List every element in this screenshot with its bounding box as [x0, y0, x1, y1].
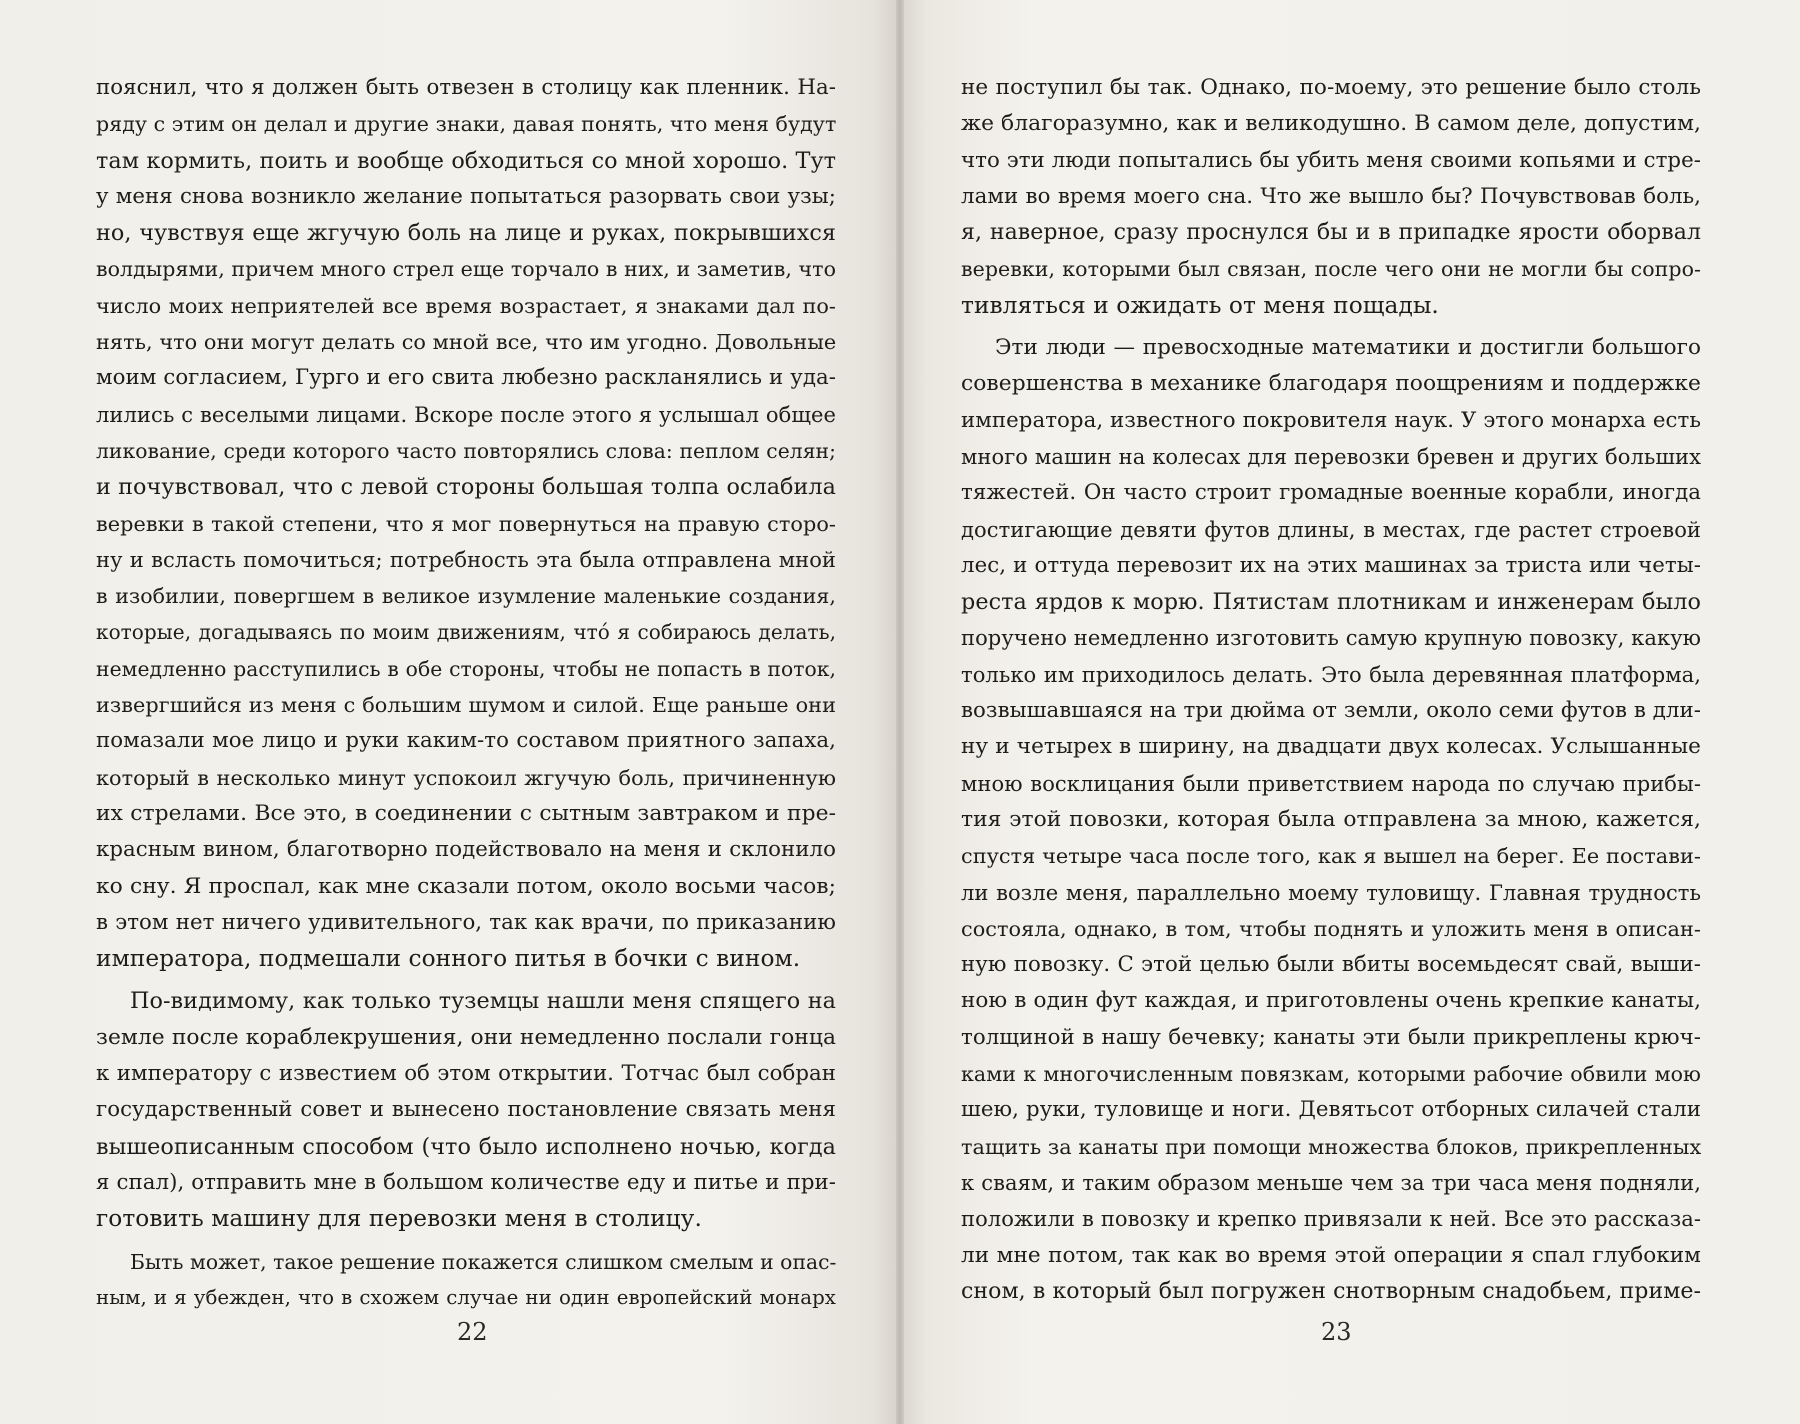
- text-line: же благоразумно, как и великодушно. В самом деле, допустим,: [961, 111, 1701, 137]
- text-line: я, наверное, сразу проснулся бы и в припадке ярости оборвал: [961, 220, 1701, 246]
- text-line: тия этой повозки, которая была отправлена за мною, кажется,: [961, 806, 1701, 832]
- text-line: толщиной в нашу бечевку; канаты эти были прикреплены крюч-: [961, 1024, 1701, 1050]
- text-line: сном, в который был погружен снотворным снадобьем, приме-: [961, 1278, 1701, 1304]
- text-line: тивляться и ожидать от меня пощады.: [961, 291, 1439, 319]
- text-line: ли возле меня, параллельно моему туловищу. Главная трудность: [961, 879, 1701, 905]
- text-line: реста ярдов к морю. Пятистам плотникам и инженерам было: [961, 589, 1701, 616]
- text-line: императора, подмешали сонного питья в бочки с вином.: [96, 945, 801, 973]
- text-line: лились с веселыми лицами. Вскоре после этого я услышал общее: [96, 401, 836, 427]
- book-gutter: [896, 0, 904, 1424]
- text-line: но, чувствуя еще жгучую боль на лице и руках, покрывшихся: [96, 220, 836, 247]
- text-line: которые, догадываясь по моим движениям, чтó я собираюсь делать,: [96, 620, 836, 645]
- text-line: мною восклицания были приветствием народа по случаю прибы-: [961, 770, 1701, 796]
- text-line: я спал), отправить мне в большом количестве еду и питье и при-: [96, 1169, 836, 1195]
- text-line: моим согласием, Гурго и его свита любезно раскланялись и уда-: [96, 365, 836, 391]
- right-page-text: [961, 70, 1701, 1310]
- text-line: ною в один фут каждая, и приготовлены очень крепкие канаты,: [961, 988, 1701, 1014]
- text-line: шею, руки, туловище и ноги. Девятьсот отборных силачей стали: [961, 1097, 1701, 1123]
- text-line: По-видимому, как только туземцы нашли меня спящего на: [130, 988, 836, 1015]
- page-number: 23: [1321, 1318, 1352, 1346]
- text-line: у меня снова возникло желание попытаться разорвать свои узы;: [96, 183, 836, 209]
- text-line: возвышавшаяся на три дюйма от земли, около семи футов в дли-: [961, 698, 1701, 724]
- text-line: веревки в такой степени, что я мог повернуться на правую сторо-: [96, 511, 836, 536]
- text-line: Быть может, такое решение покажется слишком смелым и опас-: [130, 1249, 836, 1274]
- text-line: лес, и оттуда перевозит их на этих машинах за триста или четы-: [961, 552, 1701, 578]
- text-line: земле после кораблекрушения, они немедленно послали гонца: [96, 1024, 836, 1050]
- text-line: ряду с этим он делал и другие знаки, давая понять, что меня будут: [96, 112, 836, 137]
- text-line: и почувствовал, что с левой стороны большая толпа ослабила: [96, 474, 836, 501]
- text-line: ным, и я убежден, что в схожем случае ни один европейский монарх: [96, 1285, 836, 1309]
- text-line: нять, что они могут делать со мной все, что им угодно. Довольные: [96, 330, 836, 355]
- text-line: ликование, среди которого часто повторялись слова: пеплом селян;: [96, 438, 836, 463]
- text-line: вышеописанным способом (что было исполнено ночью, когда: [96, 1133, 836, 1160]
- text-line: ну и четырех в ширину, на двадцати двух колесах. Услышанные: [961, 734, 1701, 760]
- text-line: лами во время моего сна. Что же вышло бы? Почувствовав боль,: [961, 183, 1701, 209]
- text-line: положили в повозку и крепко привязали к ней. Все это рассказа-: [961, 1206, 1701, 1232]
- text-line: много машин на колесах для перевозки бревен и других больших: [961, 443, 1701, 469]
- text-line: только им приходилось делать. Это была деревянная платформа,: [961, 661, 1701, 687]
- text-line: что эти люди попытались бы убить меня своими копьями и стре-: [961, 147, 1701, 173]
- page-number: 22: [457, 1318, 488, 1346]
- text-line: к сваям, и таким образом меньше чем за три часа меня подняли,: [961, 1169, 1701, 1195]
- left-page-text: [96, 70, 836, 1316]
- text-line: поручено немедленно изготовить самую крупную повозку, какую: [961, 625, 1701, 651]
- text-line: число моих неприятелей все время возрастает, я знаками дал по-: [96, 293, 836, 318]
- text-line: ками к многочисленным повязкам, которыми рабочие обвили мою: [961, 1062, 1701, 1087]
- text-line: немедленно расступились в обе стороны, чтобы не попасть в поток,: [96, 656, 836, 681]
- text-line: веревки, которыми был связан, после чего они не могли бы сопро-: [961, 257, 1701, 282]
- text-line: совершенства в механике благодаря поощрениям и поддержке: [961, 371, 1701, 397]
- text-line: красным вином, благотворно подействовало на меня и склонило: [96, 837, 836, 863]
- text-line: тяжестей. Он часто строит громадные военные корабли, иногда: [961, 480, 1701, 506]
- text-line: тащить за канаты при помощи множества блоков, прикрепленных: [961, 1134, 1701, 1159]
- text-line: в этом нет ничего удивительного, так как врачи, по приказанию: [96, 909, 836, 935]
- text-line: там кормить, поить и вообще обходиться со мной хорошо. Тут: [96, 147, 836, 174]
- text-line: извергшийся из меня с большим шумом и силой. Еще раньше они: [96, 693, 836, 718]
- text-line: пояснил, что я должен быть отвезен в столицу как пленник. На-: [96, 75, 836, 100]
- text-line: ную повозку. С этой целью были вбиты восемьдесят свай, выши-: [961, 952, 1701, 978]
- text-line: волдырями, причем много стрел еще торчало в них, и заметив, что: [96, 257, 836, 282]
- text-line: к императору с известием об этом открытии. Тотчас был собран: [96, 1061, 836, 1087]
- text-line: их стрелами. Все это, в соединении с сытным завтраком и пре-: [96, 800, 836, 826]
- text-line: состояла, однако, в том, чтобы поднять и уложить меня в описан-: [961, 916, 1701, 941]
- text-line: не поступил бы так. Однако, по-моему, это решение было столь: [961, 75, 1701, 100]
- right-page: [900, 0, 1800, 1424]
- text-line: государственный совет и вынесено постановление связать меня: [96, 1097, 836, 1123]
- text-line: который в несколько минут успокоил жгучую боль, причиненную: [96, 765, 836, 790]
- text-line: готовить машину для перевозки меня в столицу.: [96, 1205, 702, 1233]
- text-line: императора, известного покровителя наук. У этого монарха есть: [961, 407, 1701, 433]
- text-line: ли мне потом, так как во время этой операции я спал глубоким: [961, 1242, 1701, 1268]
- text-line: Эти люди — превосходные математики и достигли большого: [995, 335, 1701, 361]
- text-line: достигающие девяти футов длины, в местах, где растет строевой: [961, 516, 1701, 542]
- text-line: спустя четыре часа после того, как я вышел на берег. Ее постави-: [961, 844, 1701, 869]
- text-line: ну и всласть помочиться; потребность эта была отправлена мной: [96, 546, 836, 572]
- text-line: помазали мое лицо и руки каким-то составом приятного запаха,: [96, 728, 836, 754]
- text-line: ко сну. Я проспал, как мне сказали потом, около восьми часов;: [96, 873, 836, 899]
- text-line: в изобилии, повергшем в великое изумление маленькие создания,: [96, 584, 836, 609]
